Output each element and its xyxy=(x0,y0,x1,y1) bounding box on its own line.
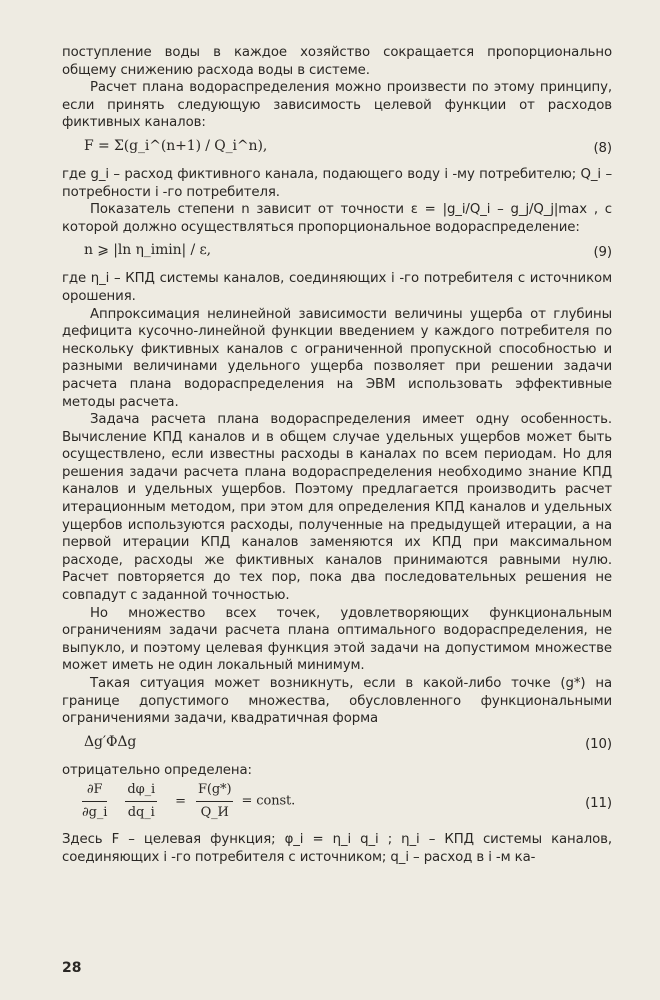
body-text-block-1 xyxy=(62,44,612,867)
paragraph-4: Показатель степени n зависит от точности ε = |g_i/Q_i – g_j/Q_j|max , с которой должно осуществляться пропорциональное водораспределение: xyxy=(62,202,612,235)
formula-9-number: (9) xyxy=(593,245,612,261)
fraction-bottom: ∂g_i xyxy=(82,804,108,820)
formula-11-rhs: = const. xyxy=(241,793,296,809)
paragraph-9: Такая ситуация может возникнуть, если в какой-либо точке (g*) на границе допустимого множества, обусловленного функциональными ограничениями задачи, квадратичная форма xyxy=(62,676,612,727)
fraction-bottom: dq_i xyxy=(127,804,155,820)
formula-10-number: (10) xyxy=(585,736,612,752)
formula-10 xyxy=(62,730,612,760)
fraction-top: dφ_i xyxy=(125,781,157,802)
paragraph-10: отрицательно определена: xyxy=(62,762,252,778)
paragraph-6: Аппроксимация нелинейной зависимости величины ущерба от глубины дефицита кусочно-линейной функции введением у каждого потребителя по нескольку фиктивных каналов с ограниченной пропускной способностью и разными величинами удельного ущерба позволяет при решении задачи расчета плана водораспределения на ЭВМ использовать эффективные методы расчета. xyxy=(62,306,612,410)
fraction-bottom: Q_И xyxy=(200,804,229,820)
formula-8 xyxy=(62,134,612,164)
paragraph-11: Здесь F – целевая функция; φ_i = η_i q_i ; η_i – КПД системы каналов, соединяющих i -го потребителя с источником; q_i – расход в i -м ка- xyxy=(62,832,612,865)
fraction-dF-dg xyxy=(82,781,107,821)
fraction-dphi-dq xyxy=(125,781,157,821)
paragraph-5: где η_i – КПД системы каналов, соединяющих i -го потребителя с источником орошения. xyxy=(62,271,612,304)
fraction-Fg-Q xyxy=(196,781,234,821)
formula-8-expression: F = Σ(g_i^(n+1) / Q_i^n), xyxy=(84,137,268,154)
paragraph-2: Расчет плана водораспределения можно произвести по этому принципу, если принять следующую зависимость целевой функции от расходов фиктивных каналов: xyxy=(62,80,612,131)
formula-9 xyxy=(62,238,612,268)
page-number: 28 xyxy=(62,960,82,976)
paragraph-3: где g_i – расход фиктивного канала, подающего воду i -му потребителю; Q_i – потребности i -го потребителя. xyxy=(62,166,612,200)
paragraph-8: Но множество всех точек, удовлетворяющих функциональным ограничениям задачи расчета плана оптимального водораспределения, не выпукло, и поэтому целевая функция этой задачи на допустимом множестве может иметь не один локальный минимум. xyxy=(62,605,612,674)
formula-9-expression: n ⩾ |ln η_imin| / ε, xyxy=(84,242,211,259)
fraction-top: ∂F xyxy=(82,781,107,802)
formula-8-number: (8) xyxy=(593,140,612,156)
formula-11-expression: $\frac{\partial F}{\partial g\_i}$ $\frac{d\varphi\_i}{dq\_i}$ = F(g*) Q_И = const. xyxy=(82,782,296,820)
paragraph-7: Задача расчета плана водораспределения имеет одну особенность. Вычисление КПД каналов и в общем случае удельных ущербов может быть осуществлено, если известны расходы в каналах по всем периодам. Но для решения задачи расчета плана водораспределения необходимо знание КПД каналов и удельных ущербов. Поэтому предлагается производить расчет итерационным методом, при этом для определения КПД каналов и удельных ущербов используются расходы, полученные на предыдущей итерации, а на первой итерации КПД каналов заменяются их КПД при максимальном расходе, расходы же фиктивных каналов принимаются равными нулю. Расчет повторяется до тех пор, пока два последовательных решения не совпадут с заданной точностью. xyxy=(62,412,612,604)
formula-11-number: (11) xyxy=(585,796,612,812)
formula-11 xyxy=(62,781,612,829)
paragraph-1: поступление воды в каждое хозяйство сокращается пропорционально общему снижению расхода воды в системе. xyxy=(62,45,612,78)
formula-10-expression: Δg′ΦΔg xyxy=(84,733,137,750)
fraction-top: F(g*) xyxy=(196,781,234,802)
